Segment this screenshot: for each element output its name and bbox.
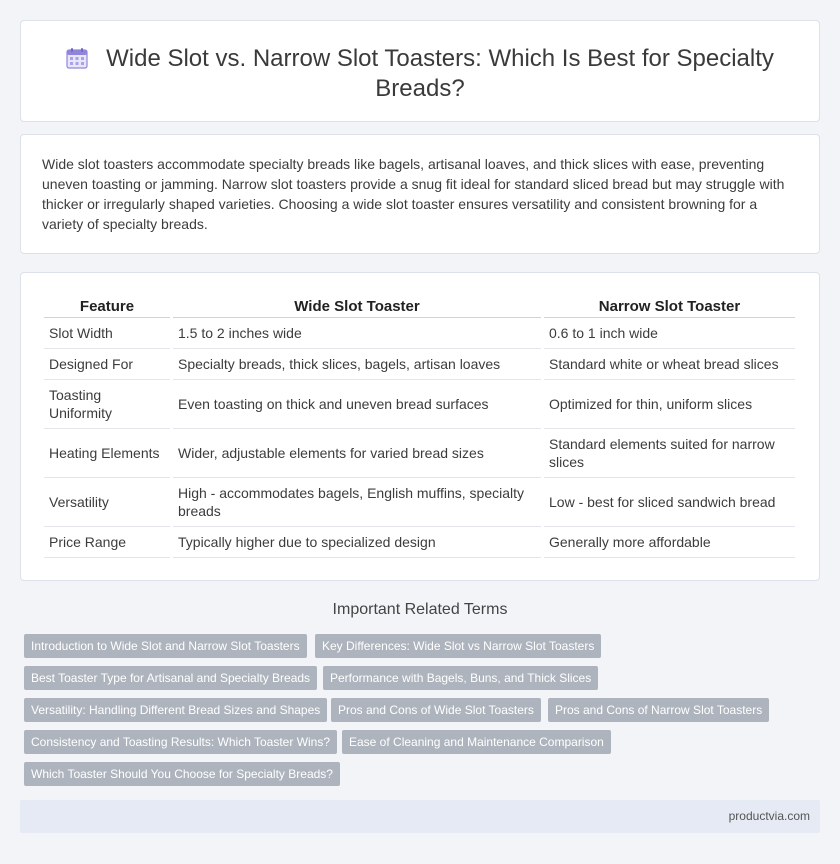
related-term-tag[interactable]: Consistency and Toasting Results: Which Toaster Wins? [24, 730, 337, 754]
row-feature: Toasting Uniformity [44, 380, 170, 429]
footer [20, 800, 820, 833]
header-feature: Feature [44, 295, 170, 318]
row-feature: Designed For [44, 349, 170, 380]
table-row [44, 429, 795, 478]
table-row [44, 527, 795, 558]
row-narrow: 0.6 to 1 inch wide [544, 318, 795, 349]
related-term-tag[interactable]: Introduction to Wide Slot and Narrow Slot Toasters [24, 634, 307, 658]
related-term-tag[interactable]: Pros and Cons of Narrow Slot Toasters [548, 698, 769, 722]
row-narrow: Low - best for sliced sandwich bread [544, 478, 795, 527]
related-term-tag[interactable]: Key Differences: Wide Slot vs Narrow Slot Toasters [315, 634, 601, 658]
related-term-tag[interactable]: Ease of Cleaning and Maintenance Comparison [342, 730, 611, 754]
row-wide: Specialty breads, thick slices, bagels, artisan loaves [173, 349, 541, 380]
row-wide: Wider, adjustable elements for varied bread sizes [173, 429, 541, 478]
row-feature: Price Range [44, 527, 170, 558]
row-wide: Typically higher due to specialized design [173, 527, 541, 558]
row-feature: Versatility [44, 478, 170, 527]
row-narrow: Standard white or wheat bread slices [544, 349, 795, 380]
related-term-tag[interactable]: Versatility: Handling Different Bread Sizes and Shapes [24, 698, 327, 722]
row-narrow: Generally more affordable [544, 527, 795, 558]
related-terms-title: Important Related Terms [332, 601, 508, 618]
row-wide: Even toasting on thick and uneven bread surfaces [173, 380, 541, 429]
related-term-tag[interactable]: Which Toaster Should You Choose for Specialty Breads? [24, 762, 340, 786]
header-narrow-slot: Narrow Slot Toaster [544, 295, 795, 318]
table-header-row [44, 295, 795, 318]
row-narrow: Optimized for thin, uniform slices [544, 380, 795, 429]
row-narrow: Standard elements suited for narrow slices [544, 429, 795, 478]
page-title-wrap [61, 44, 779, 104]
header-wide-slot: Wide Slot Toaster [173, 295, 541, 318]
row-feature: Slot Width [44, 318, 170, 349]
intro-card [20, 134, 820, 254]
table-row [44, 478, 795, 527]
intro-text: Wide slot toasters accommodate specialty breads like bagels, artisanal loaves, and thick slices with ease, preventing uneven toasting or jamming. Narrow slot toasters provide a snug fit ideal for standard sliced bread but may struggle with thicker or irregularly shaped varieties. Choosing a wide slot toaster ensures versatility and consistent browning for a variety of specialty breads. [42, 156, 785, 232]
table-row [44, 349, 795, 380]
related-term-tag[interactable]: Performance with Bagels, Buns, and Thick Slices [323, 666, 598, 690]
row-feature: Heating Elements [44, 429, 170, 478]
related-term-tag[interactable]: Pros and Cons of Wide Slot Toasters [331, 698, 541, 722]
comparison-card [20, 272, 820, 581]
page-title: Wide Slot vs. Narrow Slot Toasters: Which Is Best for Specialty Breads? [106, 45, 774, 102]
table-row [44, 318, 795, 349]
footer-brand[interactable]: productvia.com [728, 809, 810, 823]
row-wide: High - accommodates bagels, English muffins, specialty breads [173, 478, 541, 527]
table-row [44, 380, 795, 429]
title-card [20, 20, 820, 122]
row-wide: 1.5 to 2 inches wide [173, 318, 541, 349]
comparison-table [41, 295, 798, 558]
calendar-icon [66, 47, 88, 69]
related-term-tag[interactable]: Best Toaster Type for Artisanal and Specialty Breads [24, 666, 317, 690]
